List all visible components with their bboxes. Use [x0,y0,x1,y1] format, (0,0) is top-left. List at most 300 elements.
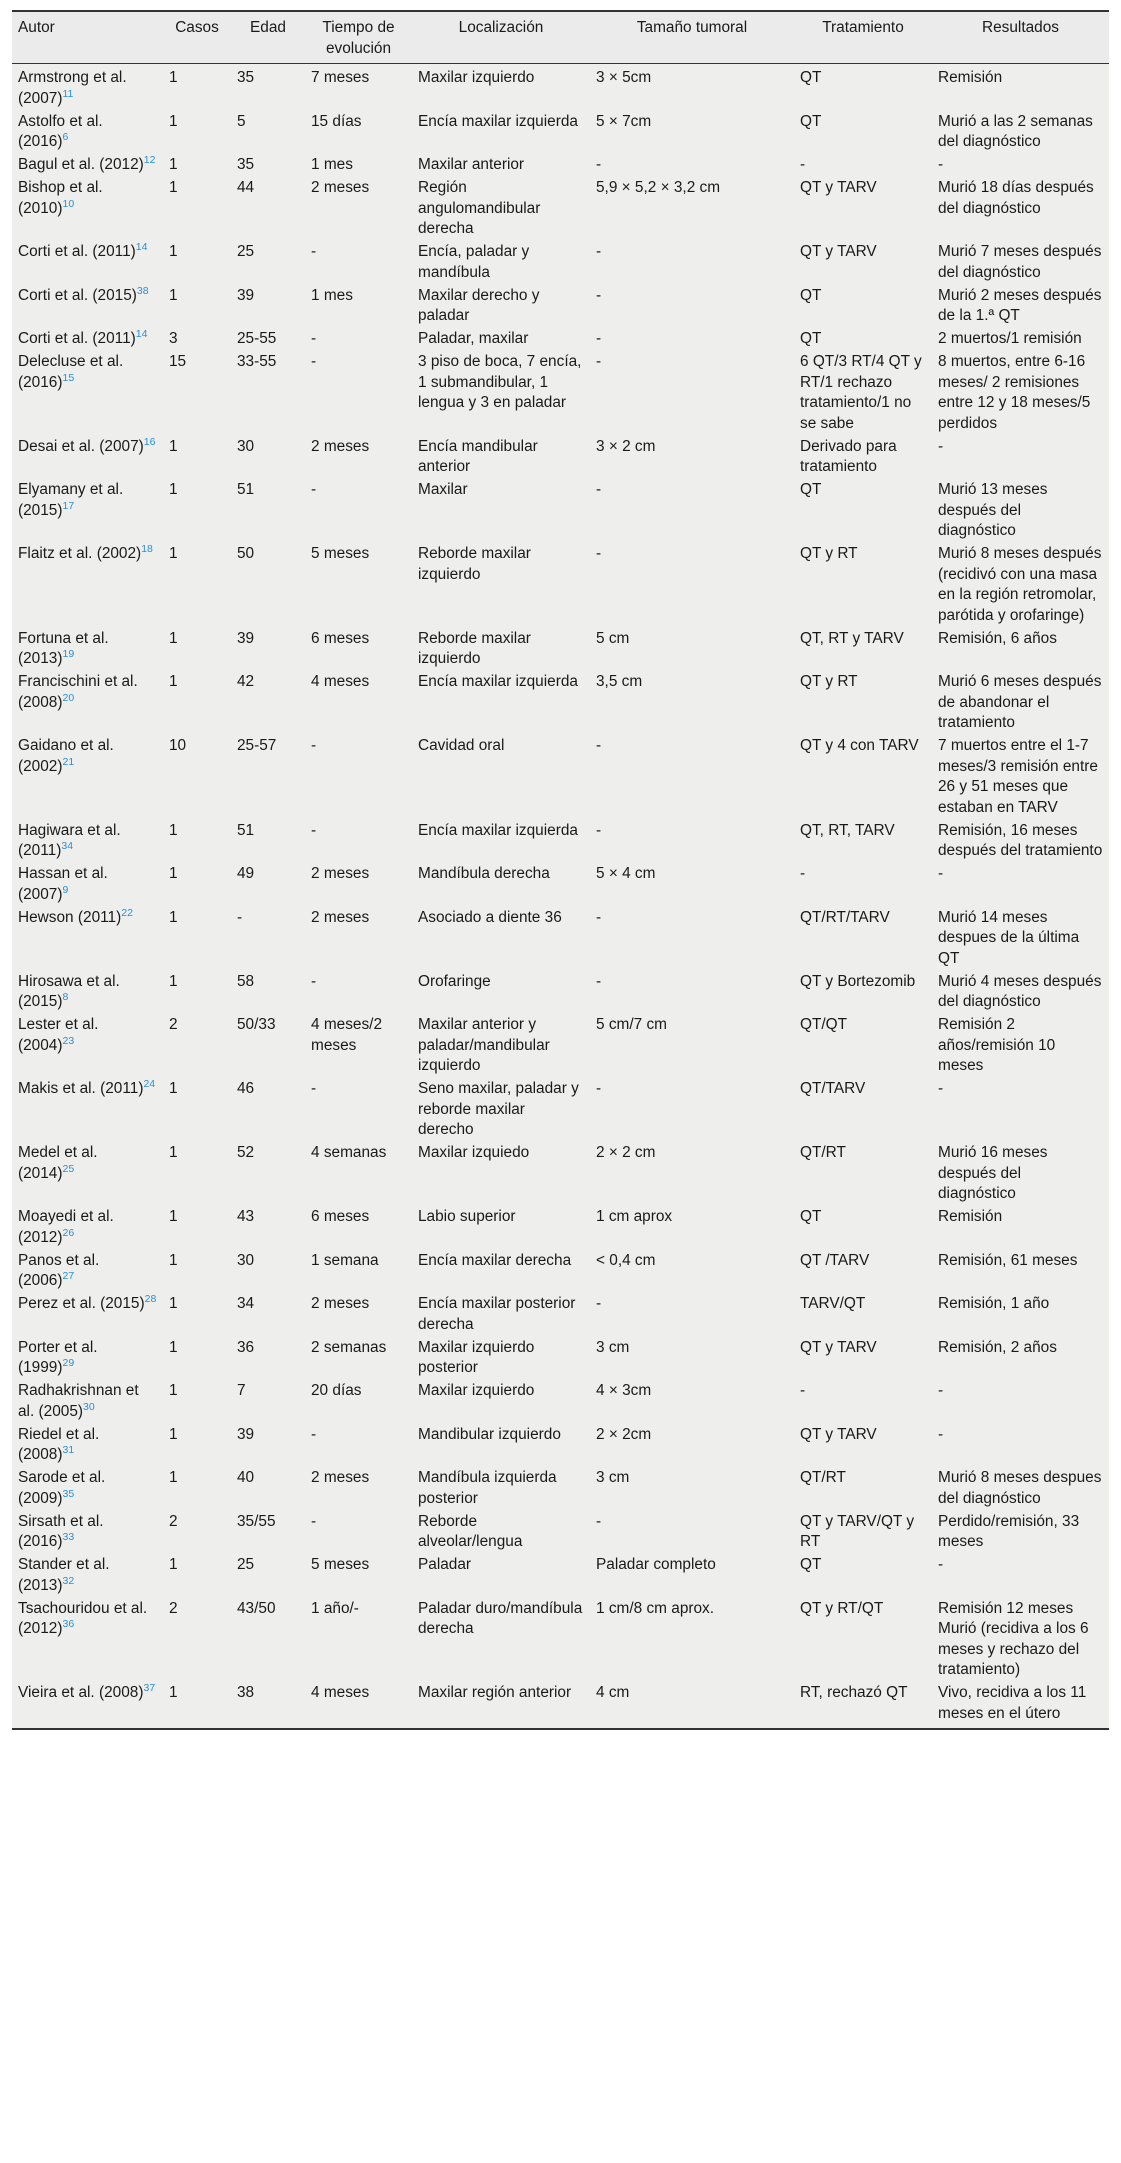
cell-casos: 1 [163,863,231,907]
cell-localizacion: Maxilar izquierdo posterior [412,1337,590,1381]
cell-casos: 1 [163,1206,231,1250]
author-name: Lester et al. (2004) [18,1016,99,1054]
cell-autor [12,863,163,907]
cell-autor [12,1598,163,1683]
cell-tiempo: 5 meses [305,1554,412,1598]
cell-tiempo: 1 semana [305,1250,412,1294]
cell-resultados: - [932,1424,1109,1468]
header-row [12,11,1109,64]
cell-resultados: 8 muertos, entre 6-16 meses/ 2 remisiones entre 12 y 18 meses/5 perdidos [932,351,1109,436]
cell-edad: 46 [231,1078,305,1142]
cell-resultados: Murió 14 meses despues de la última QT [932,907,1109,971]
cell-resultados: Remisión, 16 meses después del tratamiento [932,820,1109,864]
cell-tamano: 1 cm/8 cm aprox. [590,1598,794,1683]
cell-resultados: - [932,1078,1109,1142]
reference-link[interactable]: 30 [83,1400,95,1413]
reference-link[interactable]: 24 [143,1077,156,1090]
cell-localizacion: Maxilar izquierdo [412,1380,590,1424]
cell-tamano: - [590,154,794,177]
cell-resultados: Remisión, 6 años [932,628,1109,672]
cell-autor [12,820,163,864]
cell-autor [12,479,163,543]
reference-link[interactable]: 35 [62,1487,75,1500]
cell-edad: 35/55 [231,1511,305,1555]
cell-tratamiento: QT y TARV [794,177,932,241]
cell-tratamiento: QT/RT [794,1467,932,1511]
table-row [12,1554,1109,1598]
table-row [12,1206,1109,1250]
reference-link[interactable]: 38 [136,284,149,297]
cell-localizacion: Encía maxilar posterior derecha [412,1293,590,1337]
cell-autor [12,111,163,155]
cell-autor [12,1424,163,1468]
cell-tratamiento: QT [794,328,932,351]
cell-tratamiento: QT y TARV [794,1337,932,1381]
table-row [12,328,1109,351]
cell-tamano: 4 cm [590,1682,794,1729]
reference-link[interactable]: 33 [62,1530,75,1543]
reference-link[interactable]: 34 [61,839,74,852]
cell-localizacion: Paladar duro/mandíbula derecha [412,1598,590,1683]
cell-tiempo: 2 meses [305,907,412,971]
cell-tiempo: 2 semanas [305,1337,412,1381]
reference-link[interactable]: 10 [62,197,75,210]
cell-tamano: - [590,907,794,971]
author-name: Bishop et al. (2010) [18,179,103,217]
table-row [12,111,1109,155]
cell-tiempo: - [305,735,412,820]
cell-casos: 1 [163,154,231,177]
cell-autor [12,436,163,480]
lymphoma-cases-table [12,10,1109,1730]
cell-localizacion: Maxilar izquierdo [412,64,590,111]
cell-casos: 1 [163,1293,231,1337]
table-row [12,1250,1109,1294]
cell-casos: 1 [163,1424,231,1468]
cell-tamano: - [590,328,794,351]
cell-localizacion: Mandibular izquierdo [412,1424,590,1468]
reference-link[interactable]: 12 [143,153,156,166]
reference-link[interactable]: 28 [144,1292,157,1305]
cell-edad: 38 [231,1682,305,1729]
table-row [12,351,1109,436]
reference-link[interactable]: 9 [62,883,69,896]
cell-resultados: 2 muertos/1 remisión [932,328,1109,351]
cell-tiempo: 6 meses [305,628,412,672]
cell-localizacion: Maxilar región anterior [412,1682,590,1729]
cell-casos: 1 [163,1380,231,1424]
cell-tratamiento: QT y TARV [794,1424,932,1468]
cell-casos: 1 [163,1142,231,1206]
author-name: Hagiwara et al. (2011) [18,821,121,859]
cell-tratamiento: QT y RT/QT [794,1598,932,1683]
cell-localizacion: Maxilar derecho y paladar [412,285,590,329]
cell-tratamiento: QT [794,64,932,111]
author-name: Moayedi et al. (2012) [18,1208,114,1246]
cell-casos: 15 [163,351,231,436]
reference-link[interactable]: 27 [62,1269,75,1282]
author-name: Hirosawa et al. (2015) [18,972,120,1010]
cell-tratamiento: RT, rechazó QT [794,1682,932,1729]
cell-tiempo: - [305,1511,412,1555]
table-row [12,1380,1109,1424]
cell-resultados: 7 muertos entre el 1-7 meses/3 remisión entre 26 y 51 meses que estaban en TARV [932,735,1109,820]
reference-link[interactable]: 21 [62,755,75,768]
reference-link[interactable]: 25 [62,1162,75,1175]
author-name: Armstrong et al. (2007) [18,69,127,107]
table-row [12,735,1109,820]
cell-tiempo: - [305,328,412,351]
cell-tamano: - [590,971,794,1015]
cell-edad: 30 [231,1250,305,1294]
cell-resultados: - [932,436,1109,480]
cell-edad: 58 [231,971,305,1015]
cell-localizacion: Reborde maxilar izquierdo [412,543,590,628]
table-row [12,628,1109,672]
cell-autor [12,177,163,241]
cell-autor [12,64,163,111]
header-localizacion: Localización [412,11,590,64]
reference-link[interactable]: 19 [62,647,75,660]
cell-tiempo: 4 meses [305,1682,412,1729]
cell-edad: 35 [231,64,305,111]
cell-localizacion: Encía, paladar y mandíbula [412,241,590,285]
table-row [12,1598,1109,1683]
author-name: Sirsath et al. (2016) [18,1512,104,1550]
table-row [12,671,1109,735]
cell-tamano: 2 × 2 cm [590,1142,794,1206]
reference-link[interactable]: 6 [62,130,69,143]
author-name: Panos et al. (2006) [18,1251,100,1289]
cell-tiempo: - [305,1424,412,1468]
cell-tamano: 5 × 7cm [590,111,794,155]
cell-edad: 36 [231,1337,305,1381]
author-name: Perez et al. (2015) [18,1295,145,1312]
author-name: Medel et al. (2014) [18,1144,98,1182]
header-casos: Casos [163,11,231,64]
cell-tiempo: - [305,820,412,864]
cell-tratamiento: QT/RT [794,1142,932,1206]
reference-link[interactable]: 8 [62,990,69,1003]
header-tamano: Tamaño tumoral [590,11,794,64]
author-name: Desai et al. (2007) [18,437,144,455]
cell-tiempo: 2 meses [305,436,412,480]
cell-tiempo: - [305,351,412,436]
cell-tratamiento: QT, RT, TARV [794,820,932,864]
author-name: Stander et al. (2013) [18,1556,110,1594]
cell-resultados: Remisión 12 meses Murió (recidiva a los 6 meses y rechazo del tratamiento) [932,1598,1109,1683]
table-row [12,479,1109,543]
author-name: Flaitz et al. (2002) [18,545,142,562]
cell-localizacion: Maxilar izquiedo [412,1142,590,1206]
reference-link[interactable]: 18 [141,542,153,555]
cell-tratamiento: QT [794,285,932,329]
cell-tamano: - [590,285,794,329]
cell-resultados: Remisión [932,1206,1109,1250]
reference-link[interactable]: 20 [62,691,75,704]
cell-autor [12,328,163,351]
cell-edad: 51 [231,479,305,543]
cell-resultados: Murió 6 meses después de abandonar el tratamiento [932,671,1109,735]
cell-tiempo: 15 días [305,111,412,155]
cell-resultados: Murió 8 meses después (recidivó con una masa en la región retromolar, parótida y orofaringe) [932,543,1109,628]
cell-tiempo: - [305,479,412,543]
cell-casos: 2 [163,1511,231,1555]
cell-tratamiento: - [794,154,932,177]
cell-tiempo: 2 meses [305,863,412,907]
cell-resultados: Remisión, 61 meses [932,1250,1109,1294]
cell-tiempo: 2 meses [305,1293,412,1337]
cell-tratamiento: QT/QT [794,1014,932,1078]
cell-casos: 1 [163,1554,231,1598]
reference-link[interactable]: 17 [62,499,75,512]
cell-localizacion: Encía mandibular anterior [412,436,590,480]
cell-tamano: - [590,1078,794,1142]
table-row [12,907,1109,971]
cell-edad: 51 [231,820,305,864]
author-name: Corti et al. (2015) [18,286,137,304]
reference-link[interactable]: 31 [62,1443,75,1456]
cell-tiempo: 6 meses [305,1206,412,1250]
cell-edad: 25 [231,241,305,285]
cell-tratamiento: Derivado para tratamiento [794,436,932,480]
cell-tratamiento: QT [794,1554,932,1598]
cell-casos: 1 [163,543,231,628]
cell-localizacion: Reborde maxilar izquierdo [412,628,590,672]
table-row [12,971,1109,1015]
cell-localizacion: Maxilar [412,479,590,543]
cell-autor [12,1142,163,1206]
table-row [12,863,1109,907]
cell-tiempo: - [305,1078,412,1142]
cell-tiempo: 5 meses [305,543,412,628]
table-row [12,1424,1109,1468]
reference-link[interactable]: 37 [143,1681,156,1694]
cell-autor [12,1380,163,1424]
cell-resultados: - [932,154,1109,177]
cell-autor [12,1250,163,1294]
cell-resultados: Murió 4 meses después del diagnóstico [932,971,1109,1015]
table-row [12,177,1109,241]
cell-localizacion: Seno maxilar, paladar y reborde maxilar derecho [412,1078,590,1142]
cell-edad: 35 [231,154,305,177]
cell-tamano: 1 cm aprox [590,1206,794,1250]
cell-casos: 1 [163,479,231,543]
header-resultados: Resultados [932,11,1109,64]
cell-localizacion: Cavidad oral [412,735,590,820]
cell-autor [12,1078,163,1142]
cell-localizacion: Mandíbula derecha [412,863,590,907]
table-row [12,1078,1109,1142]
author-name: Astolfo et al. (2016) [18,112,103,150]
cell-autor [12,1682,163,1729]
cell-edad: 49 [231,863,305,907]
cell-localizacion: Maxilar anterior y paladar/mandibular izquierdo [412,1014,590,1078]
table-row [12,1511,1109,1555]
cell-autor [12,1206,163,1250]
cell-tamano: 5 cm [590,628,794,672]
cell-casos: 1 [163,1337,231,1381]
cell-tratamiento: QT, RT y TARV [794,628,932,672]
cell-localizacion: Mandíbula izquierda posterior [412,1467,590,1511]
author-name: Hewson (2011) [18,908,122,926]
cell-casos: 1 [163,1682,231,1729]
author-name: Elyamany et al. (2015) [18,481,124,519]
cell-resultados: - [932,1554,1109,1598]
cell-tratamiento: QT y RT [794,543,932,628]
author-name: Radhakrishnan et al. (2005) [18,1382,139,1420]
cell-edad: 39 [231,285,305,329]
cell-casos: 1 [163,671,231,735]
cell-autor [12,735,163,820]
author-name: Gaidano et al. (2002) [18,737,114,775]
cell-tratamiento: QT y TARV/QT y RT [794,1511,932,1555]
reference-link[interactable]: 14 [135,240,148,253]
reference-link[interactable]: 15 [62,371,75,384]
cell-casos: 1 [163,907,231,971]
author-name: Corti et al. (2011) [18,330,136,347]
cell-autor [12,1293,163,1337]
cell-autor [12,1014,163,1078]
cell-tratamiento: QT y 4 con TARV [794,735,932,820]
cell-tratamiento: QT [794,111,932,155]
cell-localizacion: Orofaringe [412,971,590,1015]
cell-tamano: 3 × 5cm [590,64,794,111]
cell-resultados: - [932,1380,1109,1424]
cell-tiempo: 1 mes [305,154,412,177]
table-row [12,1014,1109,1078]
cell-tratamiento: - [794,1380,932,1424]
cell-casos: 10 [163,735,231,820]
cell-tratamiento: QT [794,479,932,543]
cell-tratamiento: QT [794,1206,932,1250]
cell-tiempo: 1 año/- [305,1598,412,1683]
cell-edad: 44 [231,177,305,241]
cell-tamano: 4 × 3cm [590,1380,794,1424]
cell-casos: 2 [163,1598,231,1683]
cell-tiempo: 4 meses [305,671,412,735]
cell-tamano: - [590,820,794,864]
cell-tamano: 5,9 × 5,2 × 3,2 cm [590,177,794,241]
cell-localizacion: Región angulomandibular derecha [412,177,590,241]
cell-edad: 39 [231,628,305,672]
reference-link[interactable]: 22 [121,906,133,919]
author-name: Vieira et al. (2008) [18,1684,144,1701]
cell-tamano: 2 × 2cm [590,1424,794,1468]
cell-casos: 1 [163,177,231,241]
table-container [12,10,1109,1730]
cell-resultados: Murió 16 meses después del diagnóstico [932,1142,1109,1206]
cell-tiempo: 2 meses [305,1467,412,1511]
reference-link[interactable]: 14 [135,327,148,340]
cell-tamano: 3,5 cm [590,671,794,735]
cell-resultados: Murió a las 2 semanas del diagnóstico [932,111,1109,155]
reference-link[interactable]: 11 [62,87,74,100]
cell-casos: 1 [163,820,231,864]
cell-edad: 43/50 [231,1598,305,1683]
author-name: Porter et al. (1999) [18,1338,98,1376]
table-row [12,436,1109,480]
cell-localizacion: Labio superior [412,1206,590,1250]
cell-localizacion: Asociado a diente 36 [412,907,590,971]
cell-casos: 1 [163,1467,231,1511]
table-row [12,1337,1109,1381]
cell-tamano: 5 × 4 cm [590,863,794,907]
cell-resultados: Murió 13 meses después del diagnóstico [932,479,1109,543]
cell-tratamiento: QT/TARV [794,1078,932,1142]
author-name: Delecluse et al. (2016) [18,353,124,391]
cell-tamano: - [590,735,794,820]
cell-resultados: Murió 18 días después del diagnóstico [932,177,1109,241]
cell-tamano: - [590,543,794,628]
reference-link[interactable]: 16 [143,435,156,448]
cell-autor [12,1511,163,1555]
cell-autor [12,1554,163,1598]
cell-edad: 50/33 [231,1014,305,1078]
cell-resultados: Vivo, recidiva a los 11 meses en el útero [932,1682,1109,1729]
cell-casos: 1 [163,628,231,672]
cell-edad: 25 [231,1554,305,1598]
cell-edad: 43 [231,1206,305,1250]
table-row [12,1293,1109,1337]
cell-casos: 1 [163,111,231,155]
cell-edad: 40 [231,1467,305,1511]
cell-tamano: < 0,4 cm [590,1250,794,1294]
header-tiempo: Tiempo de evolución [305,11,412,64]
cell-casos: 1 [163,1078,231,1142]
table-row [12,64,1109,111]
reference-link[interactable]: 29 [62,1356,75,1369]
cell-resultados: Murió 7 meses después del diagnóstico [932,241,1109,285]
author-name: Fortuna et al. (2013) [18,629,109,667]
cell-casos: 1 [163,64,231,111]
cell-resultados: Murió 8 meses despues del diagnóstico [932,1467,1109,1511]
author-name: Sarode et al. (2009) [18,1469,106,1507]
cell-tiempo: - [305,241,412,285]
cell-localizacion: Encía maxilar izquierda [412,671,590,735]
cell-tiempo: 2 meses [305,177,412,241]
cell-tamano: - [590,1511,794,1555]
reference-link[interactable]: 26 [62,1226,75,1239]
cell-tratamiento: - [794,863,932,907]
cell-tamano: Paladar completo [590,1554,794,1598]
cell-edad: 25-55 [231,328,305,351]
cell-edad: 25-57 [231,735,305,820]
cell-resultados: Remisión, 1 año [932,1293,1109,1337]
cell-casos: 2 [163,1014,231,1078]
cell-tamano: 5 cm/7 cm [590,1014,794,1078]
cell-casos: 1 [163,285,231,329]
cell-edad: 30 [231,436,305,480]
cell-edad: 39 [231,1424,305,1468]
cell-localizacion: Encía maxilar izquierda [412,111,590,155]
reference-link[interactable]: 36 [62,1617,75,1630]
cell-localizacion: Reborde alveolar/lengua [412,1511,590,1555]
cell-edad: 7 [231,1380,305,1424]
cell-resultados: Perdido/remisión, 33 meses [932,1511,1109,1555]
cell-tratamiento: QT y RT [794,671,932,735]
cell-tratamiento: 6 QT/3 RT/4 QT y RT/1 rechazo tratamiento/1 no se sabe [794,351,932,436]
cell-resultados: Murió 2 meses después de la 1.ª QT [932,285,1109,329]
reference-link[interactable]: 23 [62,1034,75,1047]
cell-edad: - [231,907,305,971]
cell-tamano: 3 cm [590,1467,794,1511]
reference-link[interactable]: 32 [62,1574,75,1587]
cell-tamano: 3 cm [590,1337,794,1381]
cell-tiempo: 4 meses/2 meses [305,1014,412,1078]
table-row [12,285,1109,329]
cell-autor [12,628,163,672]
